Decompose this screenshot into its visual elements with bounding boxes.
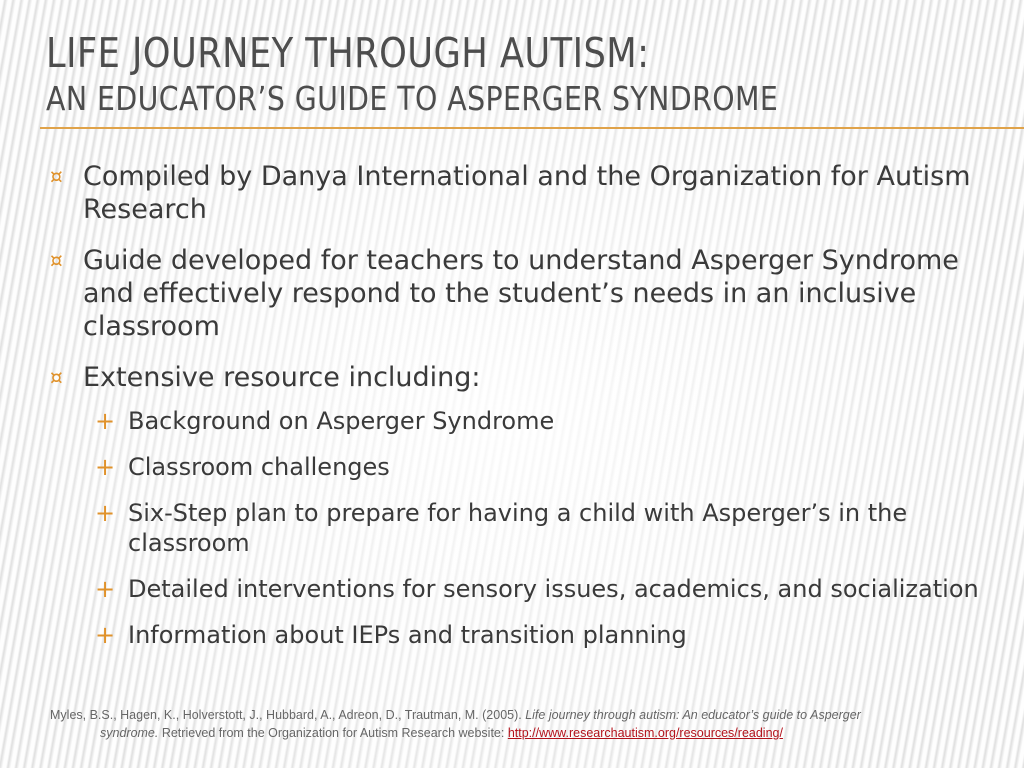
bullet-text: Compiled by Danya International and the Organization for Autism Research xyxy=(83,161,971,225)
sub-bullet-text: Detailed interventions for sensory issues, academics, and socialization xyxy=(128,575,979,603)
sub-bullet-item xyxy=(93,406,988,436)
bullet-item xyxy=(48,160,988,226)
bullet-marker-icon: ¤ xyxy=(50,365,63,389)
citation-link[interactable]: http://www.researchautism.org/resources/reading/ xyxy=(507,726,783,740)
sub-bullet-text: Classroom challenges xyxy=(128,453,390,481)
plus-icon: + xyxy=(95,453,116,481)
sub-bullet-text: Information about IEPs and transition planning xyxy=(128,621,687,649)
bullet-marker-icon: ¤ xyxy=(50,164,63,188)
title-divider xyxy=(40,127,1024,129)
bullet-list xyxy=(48,160,988,666)
citation-title-end: syndrome. xyxy=(100,726,159,740)
bullet-text: Extensive resource including: xyxy=(83,362,481,393)
sub-bullet-item xyxy=(93,620,988,650)
slide-title xyxy=(46,28,986,120)
sub-bullet-list xyxy=(93,406,988,650)
bullet-item xyxy=(48,361,988,394)
sub-bullet-item xyxy=(93,452,988,482)
citation xyxy=(50,706,950,742)
sub-bullet-item xyxy=(93,574,988,604)
citation-second-line xyxy=(50,724,950,742)
sub-bullet-text: Background on Asperger Syndrome xyxy=(128,407,555,435)
plus-icon: + xyxy=(95,499,116,527)
sub-bullet-item xyxy=(93,498,988,558)
plus-icon: + xyxy=(95,407,116,435)
bullet-text: Guide developed for teachers to understand Asperger Syndrome and effectively respond to the student’s needs in an inclusive classroom xyxy=(83,245,959,342)
plus-icon: + xyxy=(95,621,116,649)
plus-icon: + xyxy=(95,575,116,603)
citation-title: Life journey through autism: An educator’s guide to Asperger xyxy=(525,708,861,722)
title-line-1: LIFE JOURNEY THROUGH AUTISM: xyxy=(46,29,650,77)
title-line-2: AN EDUCATOR’S GUIDE TO ASPERGER SYNDROME xyxy=(46,79,779,118)
bullet-marker-icon: ¤ xyxy=(50,248,63,272)
sub-bullet-text: Six-Step plan to prepare for having a child with Asperger’s in the classroom xyxy=(128,499,908,557)
citation-authors: Myles, B.S., Hagen, K., Holverstott, J., Hubbard, A., Adreon, D., Trautman, M. (2005). xyxy=(50,708,526,722)
citation-retrieved: Retrieved from the Organization for Autism Research website: xyxy=(158,726,508,740)
bullet-item xyxy=(48,244,988,343)
